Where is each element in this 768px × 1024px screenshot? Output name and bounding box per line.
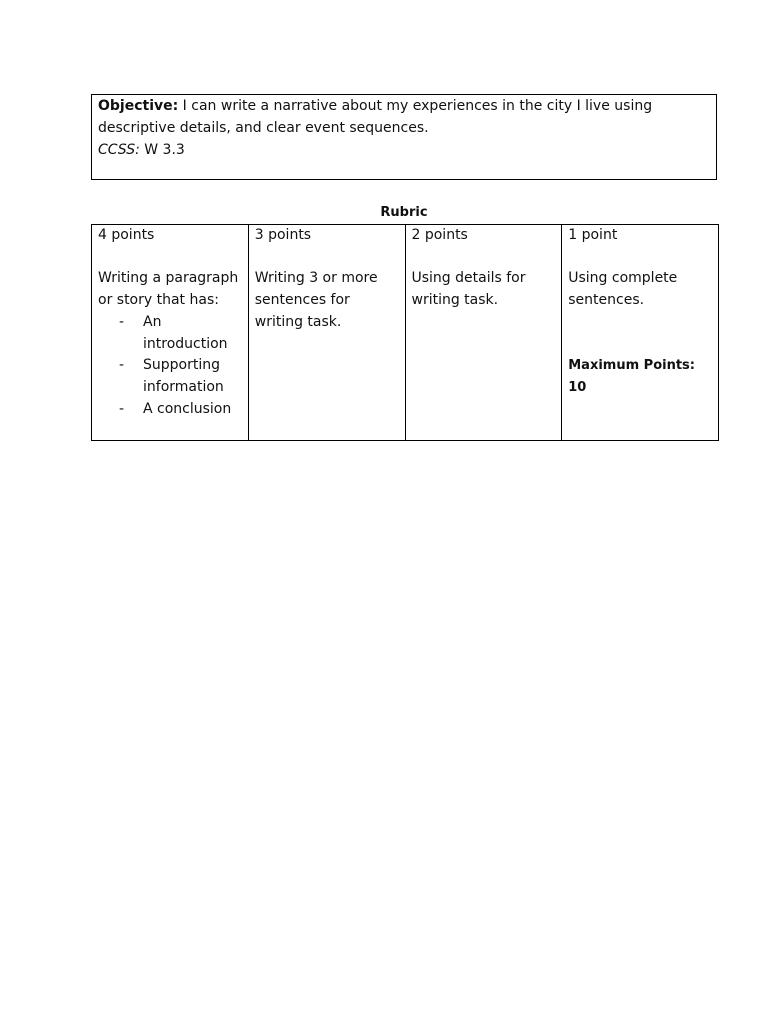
points-label: 1 point xyxy=(568,227,618,243)
rubric-cell-1-point xyxy=(562,225,719,441)
criteria-item: - A conclusion xyxy=(98,399,242,421)
criteria-description: Writing a paragraph or story that has: xyxy=(98,270,239,309)
rubric-cell-2-points xyxy=(405,225,562,441)
criteria-description: Using details for writing task. xyxy=(411,270,526,309)
objective-statement xyxy=(98,95,710,139)
rubric-title: Rubric xyxy=(380,205,428,220)
rubric-row xyxy=(92,225,719,441)
objective-text: I can write a narrative about my experiences in the city I live using descriptive details, and clear event sequences. xyxy=(98,98,653,136)
objective-box xyxy=(91,94,717,180)
criteria-description: Writing 3 or more sentences for writing task. xyxy=(254,270,378,330)
criteria-item: - An introduction xyxy=(98,312,242,355)
points-label: 3 points xyxy=(254,227,312,243)
rubric-table xyxy=(91,224,719,441)
rubric-cell-4-points xyxy=(92,225,249,441)
maximum-points: Maximum Points: 10 xyxy=(568,357,695,395)
ccss-label: CCSS: xyxy=(98,142,140,158)
points-label: 2 points xyxy=(411,227,468,243)
criteria-list xyxy=(98,312,242,421)
points-label: 4 points xyxy=(98,227,155,243)
criteria-description: Using complete sentences. xyxy=(568,270,678,309)
criteria-item: - Supporting information xyxy=(98,355,242,398)
ccss-statement xyxy=(98,139,710,161)
ccss-value: W 3.3 xyxy=(139,142,185,158)
rubric-cell-3-points xyxy=(248,225,405,441)
objective-label: Objective: xyxy=(98,98,179,114)
